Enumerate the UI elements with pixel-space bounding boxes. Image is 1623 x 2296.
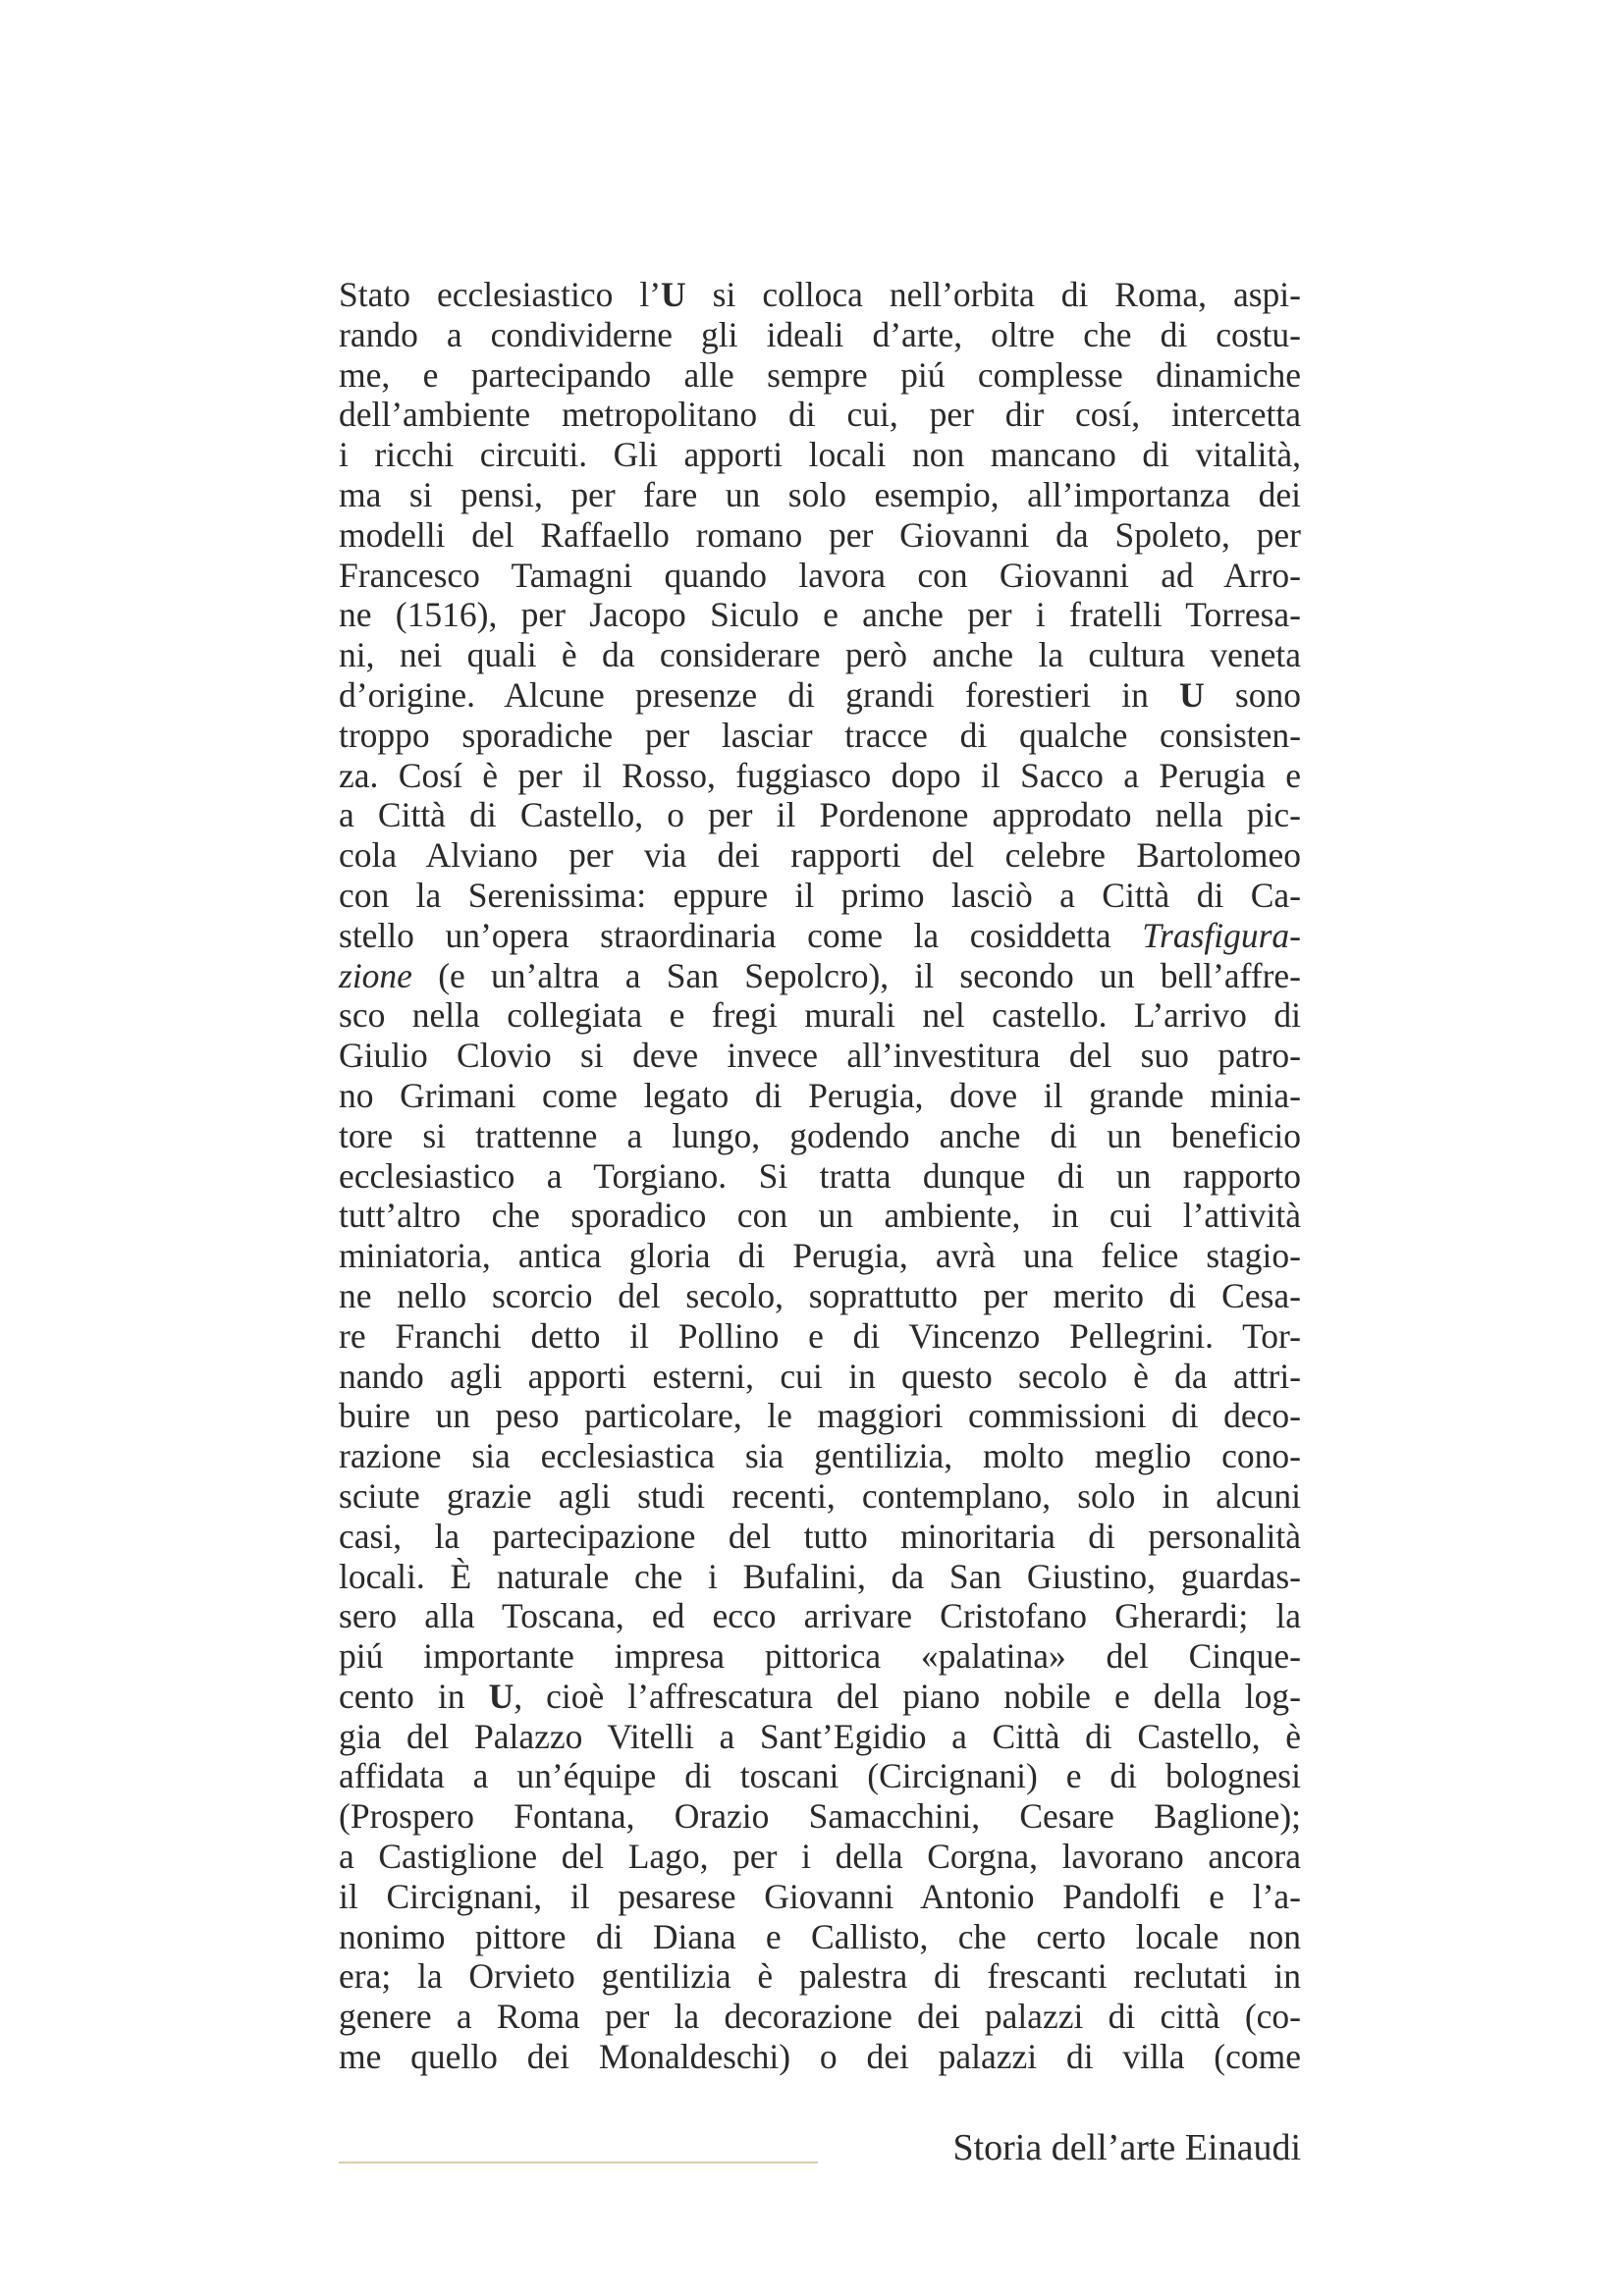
text-run: si colloca nell’orbita di Roma, aspi- bbox=[685, 275, 1301, 314]
text-line bbox=[339, 2037, 1301, 2077]
text-run: (e un’altra a San Sepolcro), il secondo un bell’affre- bbox=[411, 955, 1301, 995]
text-line bbox=[339, 595, 1301, 635]
text-line bbox=[339, 635, 1301, 675]
text-run: ne nello scorcio del secolo, soprattutto per merito di Cesa- bbox=[339, 1275, 1301, 1315]
text-run: Giulio Clovio si deve invece all’investitura del suo patro- bbox=[339, 1036, 1301, 1076]
text-run: re Franchi detto il Pollino e di Vincenzo Pellegrini. Tor- bbox=[339, 1315, 1301, 1356]
text-line bbox=[339, 435, 1301, 475]
text-line bbox=[339, 556, 1301, 596]
text-line bbox=[339, 1276, 1301, 1316]
text-line bbox=[339, 1517, 1301, 1557]
text-line bbox=[339, 1796, 1301, 1837]
text-line bbox=[339, 1756, 1301, 1796]
text-line bbox=[339, 1236, 1301, 1276]
text-run: ecclesiastico a Torgiano. Si tratta dunque di un rapporto bbox=[339, 1155, 1301, 1196]
text-line bbox=[339, 1956, 1301, 1997]
text-line bbox=[339, 1917, 1301, 1957]
text-run: cento in bbox=[339, 1676, 489, 1716]
text-run: sciute grazie agli studi recenti, contemplano, solo in alcuni bbox=[339, 1475, 1301, 1516]
text-line bbox=[339, 1357, 1301, 1397]
text-run: razione sia ecclesiastica sia gentilizia, molto meglio cono- bbox=[339, 1436, 1301, 1476]
text-run: ma si pensi, per fare un solo esempio, all’importanza dei bbox=[339, 474, 1301, 514]
italic-title: Trasfigura- bbox=[1142, 915, 1301, 955]
text-run: nonimo pittore di Diana e Callisto, che certo locale non bbox=[339, 1916, 1301, 1956]
footer-rule bbox=[339, 2162, 818, 2163]
text-run: d’origine. Alcune presenze di grandi forestieri in bbox=[339, 674, 1180, 715]
text-run: ne (1516), per Jacopo Siculo e anche per i fratelli Torresa- bbox=[339, 595, 1301, 635]
text-line bbox=[339, 1036, 1301, 1076]
text-run: sono bbox=[1204, 674, 1301, 715]
text-run: buire un peso particolare, le maggiori commissioni di deco- bbox=[339, 1396, 1301, 1436]
text-line bbox=[339, 1196, 1301, 1236]
text-line bbox=[339, 1316, 1301, 1357]
text-run: , cioè l’affrescatura del piano nobile e della log- bbox=[514, 1676, 1301, 1716]
text-run: sero alla Toscana, ed ecco arrivare Cristofano Gherardi; la bbox=[339, 1596, 1301, 1636]
text-run: era; la Orvieto gentilizia è palestra di frescanti reclutati in bbox=[339, 1956, 1301, 1997]
text-run: me, e partecipando alle sempre piú complesse dinamiche bbox=[339, 354, 1301, 395]
text-line bbox=[339, 956, 1301, 996]
text-run: miniatoria, antica gloria di Perugia, avrà una felice stagio- bbox=[339, 1236, 1301, 1276]
text-line bbox=[339, 1717, 1301, 1757]
text-run: (Prospero Fontana, Orazio Samacchini, Cesare Baglione); bbox=[339, 1796, 1301, 1837]
text-run: no Grimani come legato di Perugia, dove il grande minia- bbox=[339, 1075, 1301, 1115]
bold-abbreviation: U bbox=[661, 275, 686, 314]
text-run: za. Cosí è per il Rosso, fuggiasco dopo il Sacco a Perugia e bbox=[339, 755, 1301, 795]
text-run: a Città di Castello, o per il Pordenone approdato nella pic- bbox=[339, 795, 1301, 835]
text-run: me quello dei Monaldeschi) o dei palazzi di villa (come bbox=[339, 2037, 1301, 2077]
text-line bbox=[339, 315, 1301, 355]
text-line bbox=[339, 1476, 1301, 1517]
text-line bbox=[339, 1396, 1301, 1436]
text-line bbox=[339, 275, 1301, 315]
bold-abbreviation: U bbox=[488, 1676, 514, 1716]
text-run: ni, nei quali è da considerare però anche la cultura veneta bbox=[339, 635, 1301, 675]
text-line bbox=[339, 1156, 1301, 1197]
text-run: rando a condividerne gli ideali d’arte, oltre che di costu- bbox=[339, 314, 1301, 354]
text-run: locali. È naturale che i Bufalini, da San Giustino, guardas- bbox=[339, 1556, 1301, 1596]
italic-title: zione bbox=[339, 955, 412, 995]
text-run: gia del Palazzo Vitelli a Sant’Egidio a Città di Castello, è bbox=[339, 1716, 1301, 1756]
text-run: dell’ambiente metropolitano di cui, per dir cosí, intercetta bbox=[339, 395, 1301, 435]
text-run: genere a Roma per la decorazione dei palazzi di città (co- bbox=[339, 1997, 1301, 2037]
text-run: troppo sporadiche per lasciar tracce di qualche consisten- bbox=[339, 715, 1301, 755]
text-line bbox=[339, 1877, 1301, 1917]
footer-title: Storia dell’arte Einaudi bbox=[952, 2127, 1301, 2168]
text-run: casi, la partecipazione del tutto minoritaria di personalità bbox=[339, 1516, 1301, 1556]
text-line bbox=[339, 1636, 1301, 1677]
text-run: Francesco Tamagni quando lavora con Giovanni ad Arro- bbox=[339, 555, 1301, 595]
body-text bbox=[339, 275, 1301, 2077]
text-run: Stato ecclesiastico l’ bbox=[339, 275, 662, 314]
text-line bbox=[339, 1997, 1301, 2037]
text-run: piú importante impresa pittorica «palatina» del Cinque- bbox=[339, 1636, 1301, 1677]
text-line bbox=[339, 835, 1301, 876]
text-run: tutt’altro che sporadico con un ambiente, in cui l’attività bbox=[339, 1196, 1301, 1236]
text-run: il Circignani, il pesarese Giovanni Antonio Pandolfi e l’a- bbox=[339, 1876, 1301, 1916]
text-line bbox=[339, 1116, 1301, 1156]
text-run: sco nella collegiata e fregi murali nel castello. L’arrivo di bbox=[339, 995, 1301, 1036]
text-run: modelli del Raffaello romano per Giovanni da Spoleto, per bbox=[339, 514, 1301, 555]
text-line bbox=[339, 1596, 1301, 1636]
text-run: tore si trattenne a lungo, godendo anche di un beneficio bbox=[339, 1115, 1301, 1155]
text-run: cola Alviano per via dei rapporti del celebre Bartolomeo bbox=[339, 835, 1301, 876]
text-line bbox=[339, 795, 1301, 835]
text-line bbox=[339, 716, 1301, 756]
text-line bbox=[339, 1677, 1301, 1717]
text-run: stello un’opera straordinaria come la cosiddetta bbox=[339, 915, 1143, 955]
text-run: a Castiglione del Lago, per i della Corgna, lavorano ancora bbox=[339, 1837, 1301, 1877]
text-line bbox=[339, 756, 1301, 796]
text-line bbox=[339, 995, 1301, 1036]
text-line bbox=[339, 876, 1301, 916]
text-line bbox=[339, 515, 1301, 556]
text-run: i ricchi circuiti. Gli apporti locali non mancano di vitalità, bbox=[339, 435, 1301, 475]
text-line bbox=[339, 1557, 1301, 1597]
text-line bbox=[339, 1076, 1301, 1116]
text-run: con la Serenissima: eppure il primo lasciò a Città di Ca- bbox=[339, 875, 1301, 915]
text-line bbox=[339, 675, 1301, 716]
text-line bbox=[339, 355, 1301, 396]
text-run: affidata a un’équipe di toscani (Circignani) e di bolognesi bbox=[339, 1756, 1301, 1796]
text-line bbox=[339, 1436, 1301, 1476]
text-line bbox=[339, 395, 1301, 435]
text-line bbox=[339, 475, 1301, 515]
text-run: nando agli apporti esterni, cui in questo secolo è da attri- bbox=[339, 1356, 1301, 1396]
text-line bbox=[339, 1837, 1301, 1877]
text-line bbox=[339, 916, 1301, 956]
bold-abbreviation: U bbox=[1179, 674, 1205, 715]
